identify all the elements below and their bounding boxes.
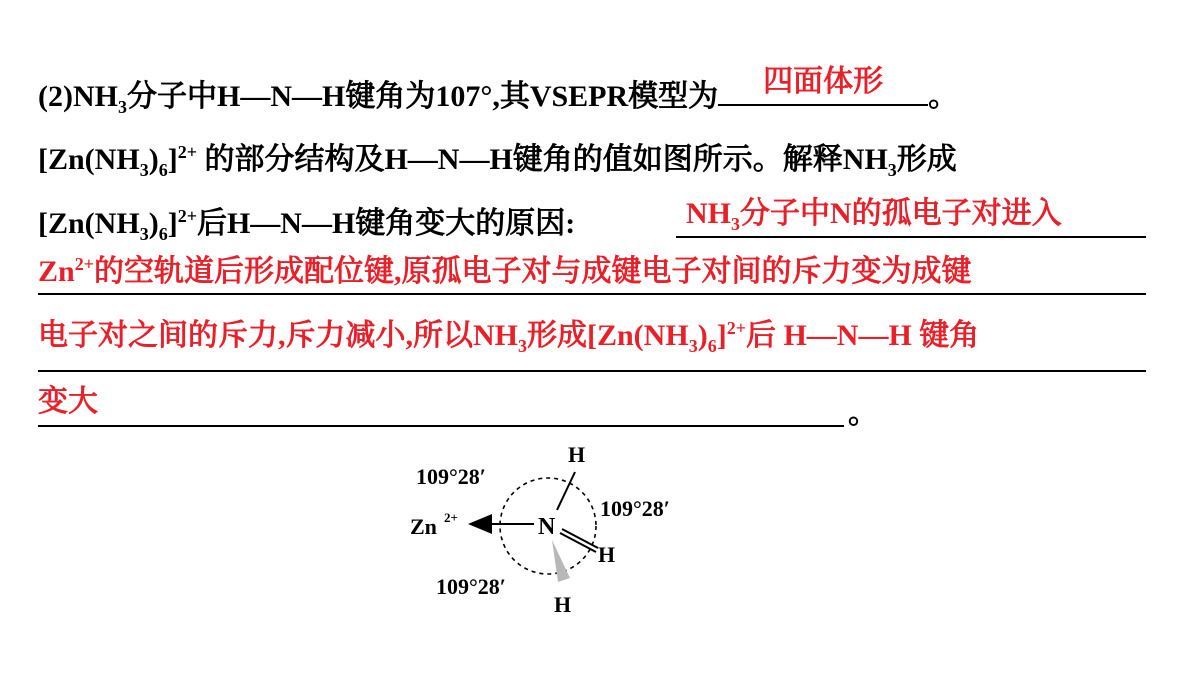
text: 形成 <box>896 143 957 176</box>
answer-2-line-3 <box>38 318 979 354</box>
answer-blank-1 <box>718 65 928 106</box>
text: (2)NH <box>38 80 118 113</box>
question-line-2 <box>38 142 957 178</box>
h-atom-bottom: H <box>554 592 572 617</box>
answer-text: 电子对之间的斥力,斥力减小,所以NH <box>38 319 518 352</box>
angle-label-bottom: 109°28′ <box>436 574 506 599</box>
angle-label-right: 109°28′ <box>600 496 670 521</box>
h-atom-top: H <box>568 442 586 467</box>
answer-text: 变大 <box>38 385 98 418</box>
text: 。 <box>848 397 878 430</box>
answer-underline-4 <box>38 425 844 427</box>
subscript: 3 <box>887 160 897 180</box>
superscript: 2+ <box>177 142 197 162</box>
answer-text: 形成[Zn(NH <box>527 319 689 352</box>
answer-text: ] <box>716 319 727 352</box>
answer-2-line-1 <box>686 196 1062 232</box>
superscript: 2+ <box>726 318 746 338</box>
subscript: 6 <box>158 160 168 180</box>
answer-underline-2 <box>38 293 1146 295</box>
text: 。 <box>928 80 959 113</box>
wedge-bond-bottom <box>552 540 570 582</box>
zn-charge: 2+ <box>444 510 458 525</box>
answer-text: Zn <box>38 255 75 288</box>
text: 分子中H—N—H键角为107°,其VSEPR模型为 <box>126 80 719 113</box>
answer-2-line-4 <box>38 384 98 420</box>
bond-right-b <box>562 529 598 548</box>
text: ] <box>167 143 178 176</box>
text: ) <box>148 143 159 176</box>
text: [Zn(NH <box>38 207 140 240</box>
text: 后H—N—H键角变大的原因: <box>196 207 576 240</box>
final-period <box>848 396 878 432</box>
text: 的部分结构及H—N—H键角的值如图所示。解释NH <box>196 143 888 176</box>
superscript: 2+ <box>177 206 197 226</box>
text: ] <box>167 207 178 240</box>
n-atom: N <box>538 514 556 540</box>
subscript: 3 <box>117 97 127 117</box>
question-line-3 <box>38 206 575 242</box>
answer-text: NH <box>686 197 731 230</box>
subscript: 6 <box>707 336 717 356</box>
subscript: 3 <box>139 160 149 180</box>
answer-text: ) <box>697 319 708 352</box>
answer-text: 后 H—N—H 键角 <box>745 319 980 352</box>
subscript: 6 <box>158 224 168 244</box>
angle-label-top-left: 109°28′ <box>416 464 486 489</box>
answer-vsepr-model: 四面体形 <box>763 65 884 98</box>
h-atom-right: H <box>598 542 616 567</box>
bond-right-a <box>560 533 596 552</box>
bond-top <box>557 472 575 510</box>
text: [Zn(NH <box>38 143 140 176</box>
subscript: 3 <box>688 336 698 356</box>
question-line-1 <box>38 65 959 117</box>
answer-underline-1 <box>676 236 1146 238</box>
answer-2-line-2 <box>38 254 971 290</box>
subscript: 3 <box>139 224 149 244</box>
answer-text: 分子中N的孤电子对进入 <box>740 197 1062 230</box>
answer-text: 的空轨道后形成配位键,原孤电子对与成键电子对间的斥力变为成键 <box>93 255 972 288</box>
superscript: 2+ <box>74 254 94 274</box>
subscript: 3 <box>518 336 527 356</box>
nh3-zn-structure-diagram <box>400 432 720 627</box>
subscript: 3 <box>731 214 740 234</box>
answer-underline-3 <box>38 370 1146 372</box>
text: ) <box>148 207 159 240</box>
zn-label: Zn <box>410 514 437 539</box>
